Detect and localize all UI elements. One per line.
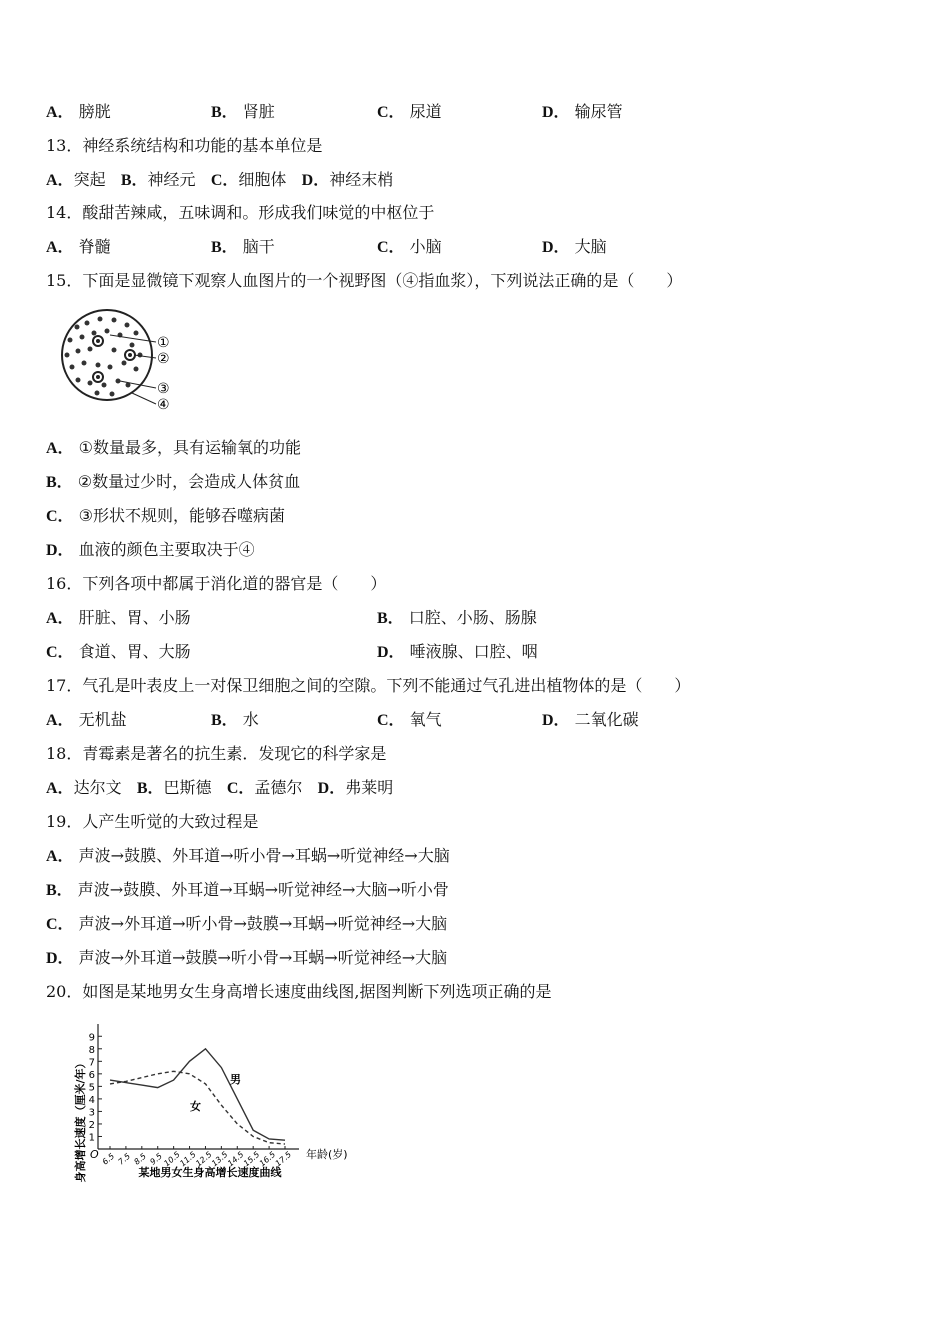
series-line-male [110, 1049, 285, 1140]
x-axis-label: 年龄(岁) [306, 1148, 348, 1161]
q18-stem: 18．青霉素是著名的抗生素．发现它的科学家是 [46, 744, 387, 763]
q19-option-a: A． 声波→鼓膜、外耳道→听小骨→耳蜗→听觉神经→大脑 [46, 846, 450, 865]
x-tick-label: 16.5 [257, 1149, 278, 1169]
y-tick-label: 6 [88, 1069, 95, 1081]
figure-label-4: ④ [157, 397, 170, 413]
q14-stem: 14．酸甜苦辣咸，五味调和。形成我们味觉的中枢位于 [46, 203, 435, 222]
y-tick-label: 8 [88, 1044, 95, 1056]
x-tick-label: 15.5 [241, 1149, 262, 1169]
x-tick-label: 12.5 [194, 1149, 214, 1169]
x-tick-label: 14.5 [225, 1149, 246, 1169]
q18-options: A．达尔文 B．巴斯德 C．孟德尔 D．弗莱明 [46, 778, 394, 797]
origin-label: O [90, 1148, 99, 1161]
q17-option-a: A． 无机盐 [46, 710, 127, 729]
q15-stem: 15．下面是显微镜下观察人血图片的一个视野图（④指血浆），下列说法正确的是（ ） [46, 271, 683, 290]
q16-option-c: C． 食道、胃、大肠 [46, 642, 191, 661]
x-tick-label: 9.5 [148, 1151, 164, 1167]
y-tick-label: 1 [88, 1132, 95, 1144]
q19-option-c: C． 声波→外耳道→听小骨→鼓膜→耳蜗→听觉神经→大脑 [46, 914, 448, 933]
y-tick-label: 3 [88, 1107, 95, 1119]
y-axis-label: 身高增长速度（厘米/年） [74, 1057, 87, 1183]
x-tick-label: 8.5 [132, 1151, 148, 1167]
q17-option-b: B． 水 [211, 710, 259, 729]
q15-option-c: C． ③形状不规则，能够吞噬病菌 [46, 506, 286, 525]
q20-stem: 20．如图是某地男女生身高增长速度曲线图,据图判断下列选项正确的是 [46, 982, 552, 1001]
q17-stem: 17．气孔是叶表皮上一对保卫细胞之间的空隙。下列不能通过气孔进出植物体的是（ ） [46, 676, 691, 695]
q13-options: A．突起 B．神经元 C．细胞体 D．神经末梢 [46, 170, 394, 189]
q17-option-c: C． 氧气 [377, 710, 442, 729]
q19-option-b: B． 声波→鼓膜、外耳道→耳蜗→听觉神经→大脑→听小骨 [46, 880, 449, 899]
q15-option-b: B． ②数量过少时，会造成人体贫血 [46, 472, 301, 491]
q16-option-b: B． 口腔、小肠、肠腺 [377, 608, 537, 627]
q15-option-a: A． ①数量最多，具有运输氧的功能 [46, 438, 302, 457]
q13-stem: 13．神经系统结构和功能的基本单位是 [46, 136, 323, 155]
x-tick-label: 17.5 [273, 1149, 294, 1169]
q14-option-a: A． 脊髓 [46, 237, 111, 256]
height-growth-chart [60, 1012, 350, 1192]
y-ticks [89, 1032, 102, 1143]
q14-option-b: B． 脑干 [211, 237, 275, 256]
y-tick-label: 7 [88, 1057, 95, 1069]
q19-option-d: D． 声波→外耳道→鼓膜→听小骨→耳蜗→听觉神经→大脑 [46, 948, 448, 967]
chart-series [110, 1049, 285, 1144]
x-tick-label: 11.5 [178, 1149, 198, 1169]
y-tick-label: 2 [88, 1119, 95, 1131]
y-tick-label: 4 [88, 1094, 95, 1106]
x-tick-label: 6.5 [100, 1151, 117, 1167]
q16-stem: 16．下列各项中都属于消化道的器官是（ ） [46, 574, 387, 593]
chart-axes [98, 1024, 299, 1149]
y-tick-label: 5 [88, 1082, 95, 1094]
figure-label-1: ① [157, 335, 170, 351]
q14-option-c: C． 小脑 [377, 237, 442, 256]
x-tick-label: 7.5 [116, 1151, 133, 1167]
chart-title: 某地男女生身高增长速度曲线 [138, 1166, 282, 1179]
q16-option-a: A． 肝脏、胃、小肠 [46, 608, 191, 627]
q12-option-c: C． 尿道 [377, 102, 442, 121]
figure-label-2: ② [157, 351, 170, 367]
legend-female: 女 [190, 1100, 201, 1113]
figure-label-3: ③ [157, 381, 170, 397]
legend-male: 男 [230, 1073, 241, 1086]
q16-option-d: D． 唾液腺、口腔、咽 [377, 642, 538, 661]
y-tick-label: 9 [88, 1032, 95, 1044]
label-line-4 [132, 393, 156, 404]
q12-option-d: D． 输尿管 [542, 102, 623, 121]
q15-option-d: D． 血液的颜色主要取决于④ [46, 540, 255, 559]
q17-option-d: D． 二氧化碳 [542, 710, 639, 729]
q19-stem: 19．人产生听觉的大致过程是 [46, 812, 259, 831]
q12-option-b: B． 肾脏 [211, 102, 275, 121]
x-tick-label: 13.5 [210, 1149, 230, 1169]
q14-option-d: D． 大脑 [542, 237, 607, 256]
x-tick-label: 10.5 [162, 1149, 182, 1169]
q12-option-a: A． 膀胱 [46, 102, 111, 121]
blood-smear-figure [52, 305, 182, 415]
